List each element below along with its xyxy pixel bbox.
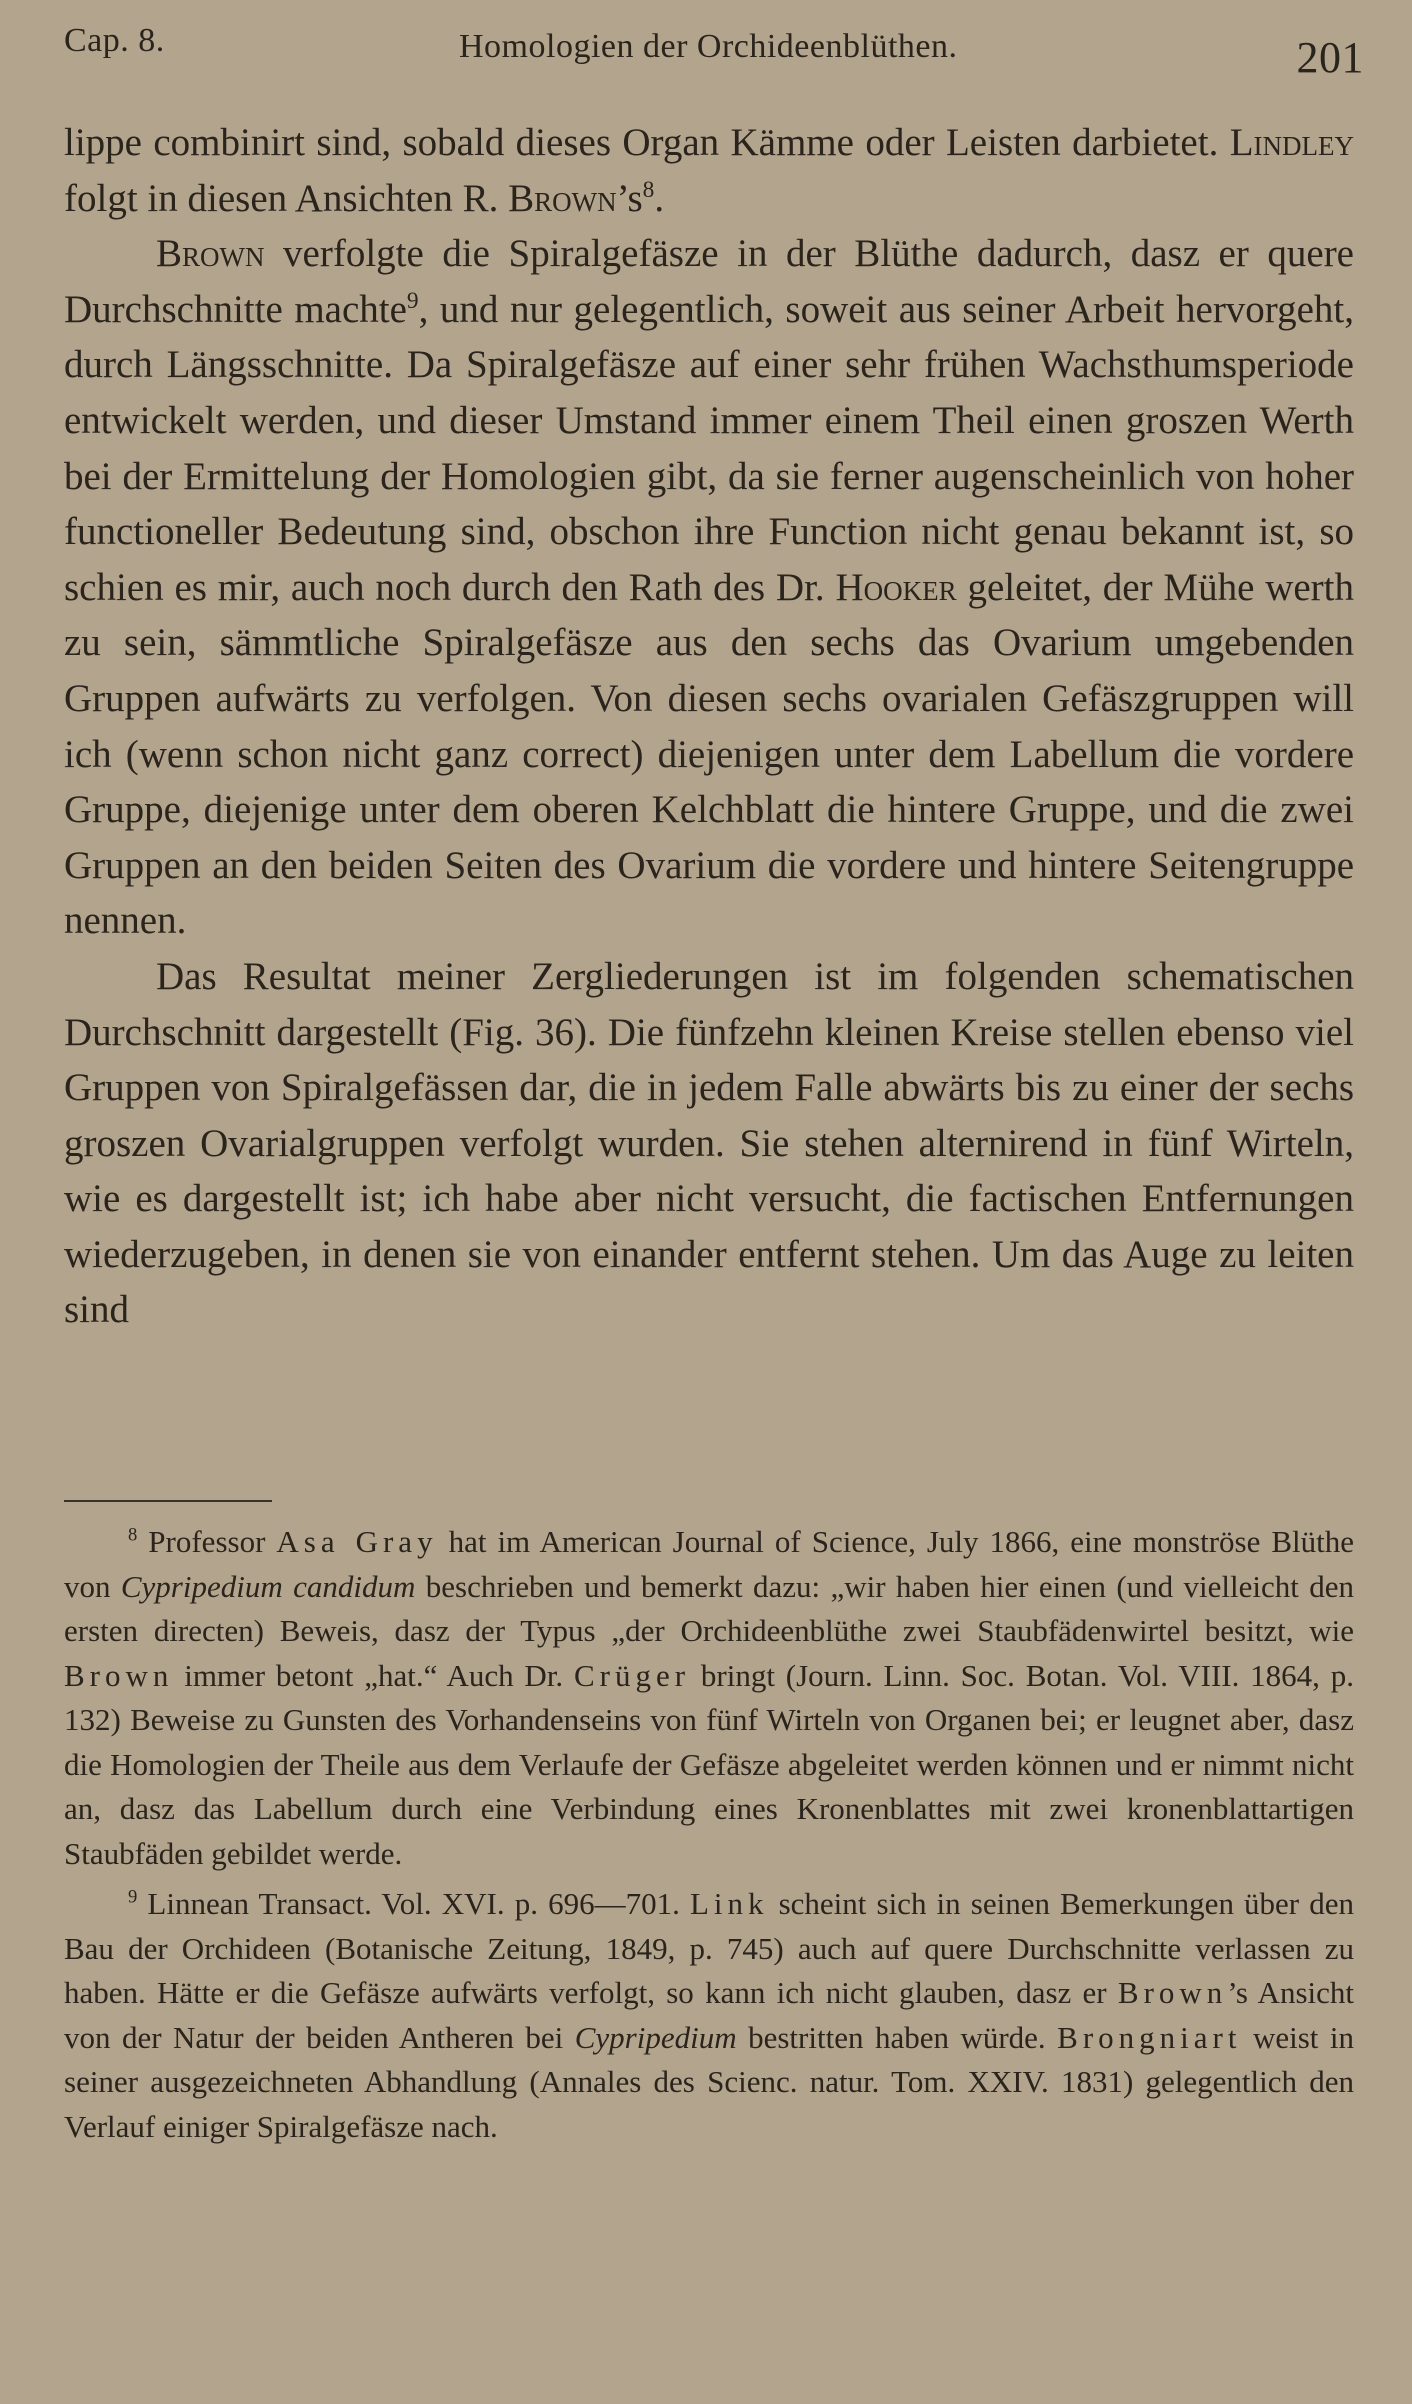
author-name-asa-gray: Asa Gray [276, 1524, 438, 1559]
paragraph-2: Brown verfolgte die Spiralgefäsze in der Blüthe dadurch, dasz er quere Durchschnitte machte$^9$, und nur gelegentlich, soweit aus seiner Arbeit hervorgeht, durch Längsschnitte. Da Spiralgefäsze auf einer sehr frühen Wachsthumsperiode entwickelt werden, und dieser Umstand immer einem Theil einen groszen Werth bei der Ermittelung der Homologien gibt, da sie ferner augenscheinlich von hoher functioneller Bedeutung sind, obschon ihre Function nicht genau bekannt ist, so schien es mir, auch noch durch den Rath des Dr. Hooker geleitet, der Mühe werth zu sein, sämmtliche Spiralgefäsze aus den sechs das Ovarium umgebenden Gruppen aufwärts zu verfolgen. Von diesen sechs ovarialen Gefäszgruppen will ich (wenn schon nicht ganz correct) diejenigen unter dem Labellum die vordere Gruppe, diejenige unter dem oberen Kelchblatt die hintere Gruppe, und die zwei Gruppen an den beiden Seiten des Ovarium die vordere und hintere Seitengruppe nennen. [64, 232, 1354, 943]
main-text [64, 115, 1354, 1338]
footnotes [64, 1520, 1354, 2149]
running-title: Homologien der Orchideenblüthen. [459, 28, 958, 65]
footnote-ref-9: 9 [406, 287, 419, 314]
author-name-brown: Brown [64, 1657, 174, 1693]
author-name-brown: Brown [1117, 1975, 1228, 2010]
footnote-mark-8: 8 [128, 1524, 138, 1546]
genus-name: Cypripedium [574, 2019, 737, 2055]
author-name-cruger: Crüger [574, 1657, 691, 1693]
footnote-9: $^9$ Linnean Transact. Vol. XVI. p. 696—701. Link scheint sich in seinen Bemerkungen über den Bau der Orchideen (Botanische Zeitung, 1849, p. 745) auch auf quere Durchschnitte verlassen zu haben. Hätte er die Gefäsze aufwärts verfolgt, so kann ich nicht glauben, dasz er Brown’s Ansicht von der Natur der beiden Antheren bei Cypripedium bestritten haben würde. Brongniart weist in seiner ausgezeichneten Abhandlung (Annales des Scienc. natur. Tom. XXIV. 1831) gelegentlich den Verlauf einiger Spiralgefäsze nach. [64, 1886, 1354, 2144]
author-name-hooker: Hooker [835, 565, 957, 609]
running-header [64, 14, 1364, 82]
chapter-label: Cap. 8. [64, 22, 165, 59]
author-name-link: Link [689, 1886, 769, 1921]
paragraph-1: lippe combinirt sind, sobald dieses Organ Kämme oder Leisten darbietet. Lindley folgt in diesen Ansichten R. $Brown’s^8$. [64, 121, 1354, 220]
paragraph-3: Das Resultat meiner Zergliederungen ist im folgenden schematischen Durchschnitt dargestellt (Fig. 36). Die fünfzehn kleinen Kreise stellen ebenso viel Gruppen von Spiralgefässen dar, die in jedem Falle abwärts bis zu einer der sechs groszen Ovarialgruppen verfolgt wurden. Sie stehen alternirend in fünf Wirteln, wie es dargestellt ist; ich habe aber nicht versucht, die factischen Entfernungen wiederzugeben, in denen sie von einander entfernt stehen. Um das Auge zu leiten sind [64, 954, 1354, 1332]
author-name-lindley: Lindley [1229, 121, 1354, 164]
author-name-brongniart: Brongniart [1057, 2019, 1242, 2055]
footnote-ref-8: 8 [642, 176, 655, 203]
species-name: Cypripedium candidum [120, 1568, 416, 1604]
footnote-mark-9: 9 [128, 1886, 138, 1908]
footnote-8: $^8$ Professor Asa Gray hat im American Journal of Science, July 1866, eine monströse Blüthe von Cypripedium candidum beschrieben und bemerkt dazu: „wir haben hier einen (und vielleicht den ersten directen) Beweis, dasz der Typus „der Orchideenblüthe zwei Staubfädenwirtel besitzt, wie Brown immer betont „hat.“ Auch Dr. Crüger bringt (Journ. Linn. Soc. Botan. Vol. VIII. 1864, p. 132) Beweise zu Gunsten des Vorhandenseins von fünf Wirteln von Organen bei; er leugnet aber, dasz die Homologien der Theile aus dem Verlaufe der Gefäsze abgeleitet werden können und er nimmt nicht an, dasz das Labellum durch eine Verbindung eines Kronenblattes mit zwei kronenblattartigen Staubfäden gebildet werde. [64, 1524, 1354, 1871]
footnote-divider [64, 1500, 272, 1502]
author-name-brown: Brown [508, 176, 617, 220]
author-name-brown: Brown [156, 232, 265, 276]
page-number: 201 [1296, 33, 1364, 82]
